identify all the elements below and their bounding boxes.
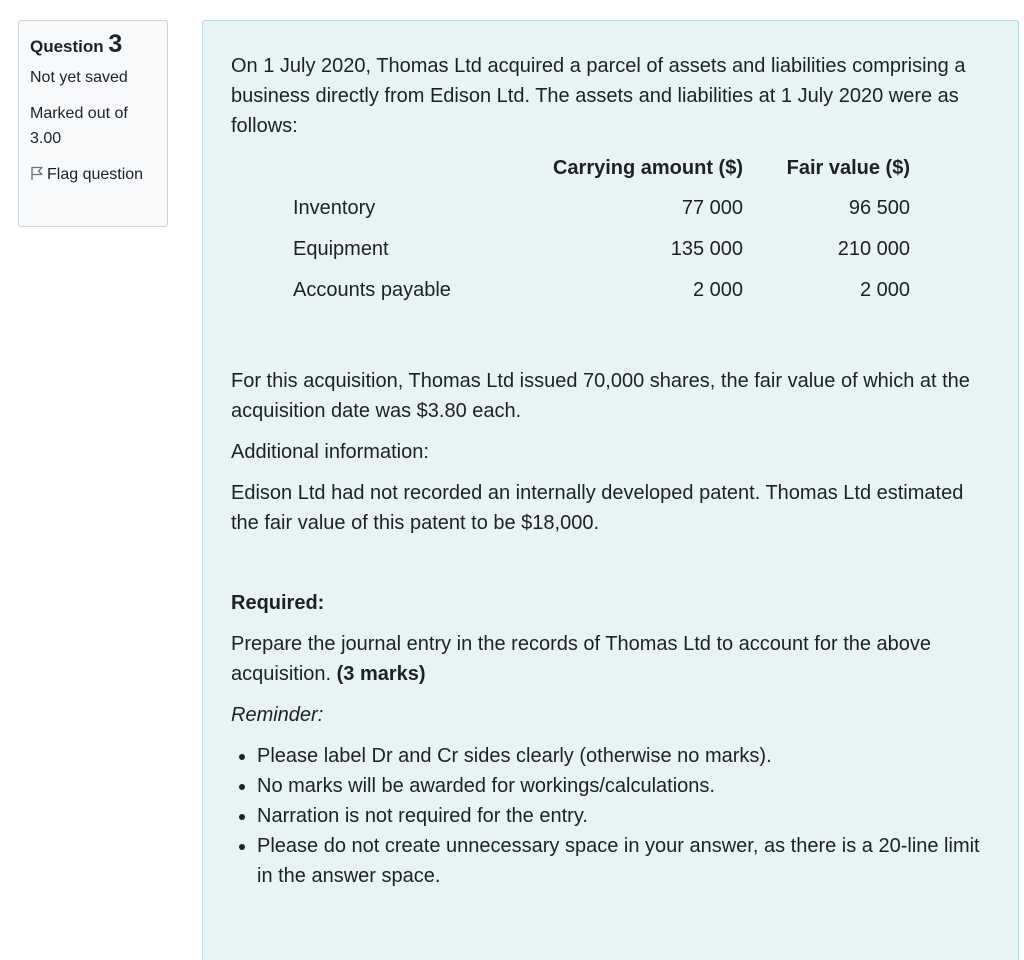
flag-question-label: Flag question <box>47 166 144 183</box>
row-fair: 210 000 <box>837 238 910 260</box>
flag-question-link[interactable] <box>30 163 156 187</box>
list-item: • Please do not create unnecessary space in your answer, as there is a 20-line limit in the answer space. <box>257 831 990 891</box>
table-header-blank <box>293 153 511 193</box>
patent-paragraph: Edison Ltd had not recorded an internally developed patent. Thomas Ltd estimated the fair value of this patent to be $18,000. <box>231 482 964 534</box>
prepare-text: Prepare the journal entry in the records of Thomas Ltd to account for the above acquisition. <box>231 633 932 685</box>
question-number-heading <box>30 30 156 58</box>
row-fair: 2 000 <box>859 279 910 301</box>
row-label: Accounts payable <box>293 279 451 301</box>
row-carrying: 135 000 <box>670 238 743 260</box>
list-item: • No marks will be awarded for workings/calculations. <box>257 771 990 801</box>
table-row <box>293 234 910 275</box>
list-item: • Narration is not required for the entry. <box>257 801 990 831</box>
flag-icon <box>30 166 44 181</box>
list-item: • Please label Dr and Cr sides clearly (otherwise no marks). <box>257 741 990 771</box>
question-state: Not yet saved <box>30 69 128 86</box>
question-number: 3 <box>108 30 123 58</box>
row-label: Inventory <box>293 197 376 219</box>
reminder-heading: Reminder: <box>231 704 324 726</box>
row-carrying: 77 000 <box>681 197 743 219</box>
table-header-fair: Fair value ($) <box>786 157 910 179</box>
required-heading: Required: <box>231 592 325 614</box>
question-word: Question <box>30 37 104 56</box>
prepare-paragraph <box>231 629 990 689</box>
question-grade: Marked out of 3.00 <box>30 105 128 147</box>
table-header-carrying: Carrying amount ($) <box>552 157 743 179</box>
table-row <box>293 193 910 234</box>
row-carrying: 2 000 <box>692 279 743 301</box>
additional-info-label: Additional information: <box>231 441 429 463</box>
shares-paragraph: For this acquisition, Thomas Ltd issued 70,000 shares, the fair value of which at the acquisition date was $3.80 each. <box>231 370 970 422</box>
question-text-panel <box>202 20 1019 960</box>
row-label: Equipment <box>293 238 389 260</box>
marks-text: (3 marks) <box>336 663 426 685</box>
row-fair: 96 500 <box>848 197 910 219</box>
question-intro: On 1 July 2020, Thomas Ltd acquired a parcel of assets and liabilities comprising a business directly from Edison Ltd. The assets and liabilities at 1 July 2020 were as follows: <box>231 55 966 137</box>
assets-table <box>293 153 910 316</box>
question-info-panel <box>18 20 168 227</box>
table-header-row <box>293 153 910 193</box>
reminder-list <box>231 741 990 891</box>
table-row <box>293 275 910 316</box>
